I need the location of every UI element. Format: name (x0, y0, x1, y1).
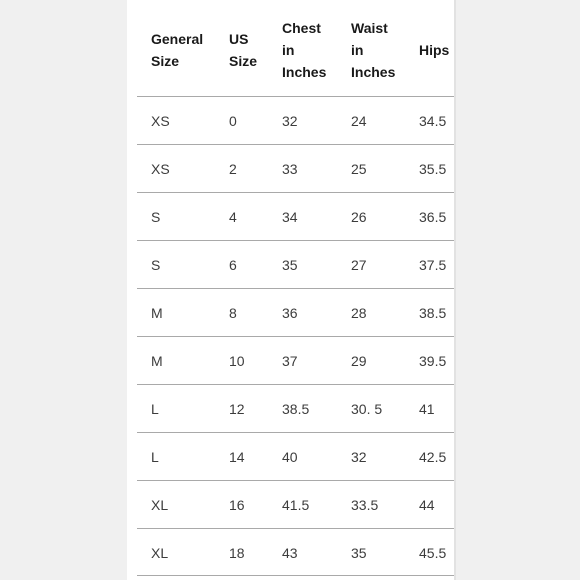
cell-waist: 29 (351, 353, 367, 369)
table-row (137, 288, 454, 336)
size-chart-sheet (127, 0, 454, 580)
cell-hips: 36.5 (419, 209, 447, 225)
table-row (137, 336, 454, 384)
cell-us-size: 10 (229, 353, 245, 369)
cell-hips: 34.5 (419, 113, 447, 129)
size-chart-header (127, 0, 454, 96)
cell-us-size: 16 (229, 497, 245, 513)
cell-chest: 32 (282, 113, 298, 129)
cell-hips: 41 (419, 401, 435, 417)
cell-general-size: S (151, 257, 161, 273)
table-row (137, 240, 454, 288)
cell-chest: 34 (282, 209, 298, 225)
table-row (137, 144, 454, 192)
cell-chest: 33 (282, 161, 298, 177)
cell-chest: 37 (282, 353, 298, 369)
table-row (137, 528, 454, 576)
cell-hips: 39.5 (419, 353, 447, 369)
cell-general-size: M (151, 353, 163, 369)
header-chest-inches: Chest in Inches (282, 20, 327, 80)
cell-hips: 38.5 (419, 305, 447, 321)
size-chart-rows (137, 96, 454, 576)
cell-general-size: XS (151, 161, 170, 177)
cell-us-size: 4 (229, 209, 237, 225)
table-row (137, 432, 454, 480)
cell-waist: 27 (351, 257, 367, 273)
cell-us-size: 12 (229, 401, 245, 417)
cell-waist: 30. 5 (351, 401, 383, 417)
cell-us-size: 8 (229, 305, 237, 321)
header-us-size: US Size (229, 31, 258, 69)
cell-chest: 35 (282, 257, 298, 273)
table-row (137, 480, 454, 528)
cell-waist: 24 (351, 113, 367, 129)
cell-chest: 36 (282, 305, 298, 321)
cell-general-size: M (151, 305, 163, 321)
cell-hips: 44 (419, 497, 435, 513)
cell-waist: 25 (351, 161, 367, 177)
table-row (137, 384, 454, 432)
cell-us-size: 0 (229, 113, 237, 129)
cell-waist: 32 (351, 449, 367, 465)
cell-us-size: 14 (229, 449, 245, 465)
cell-waist: 33.5 (351, 497, 379, 513)
cell-chest: 38.5 (282, 401, 310, 417)
header-hips: Hips (419, 42, 450, 58)
cell-general-size: L (151, 449, 159, 465)
cell-general-size: XS (151, 113, 170, 129)
cell-us-size: 2 (229, 161, 237, 177)
cell-general-size: L (151, 401, 159, 417)
header-general-size: General Size (151, 31, 204, 69)
cell-us-size: 18 (229, 545, 245, 561)
cell-chest: 41.5 (282, 497, 310, 513)
header-waist-inches: Waist in Inches (351, 20, 396, 80)
cell-waist: 26 (351, 209, 367, 225)
cell-hips: 37.5 (419, 257, 447, 273)
page-edge-divider (454, 0, 456, 580)
cell-chest: 40 (282, 449, 298, 465)
cell-hips: 45.5 (419, 545, 447, 561)
cell-hips: 35.5 (419, 161, 447, 177)
cell-hips: 42.5 (419, 449, 447, 465)
cell-chest: 43 (282, 545, 298, 561)
table-row (137, 96, 454, 144)
cell-us-size: 6 (229, 257, 237, 273)
cell-general-size: S (151, 209, 161, 225)
table-row (137, 192, 454, 240)
cell-general-size: XL (151, 497, 169, 513)
cell-waist: 35 (351, 545, 367, 561)
cell-general-size: XL (151, 545, 169, 561)
cell-waist: 28 (351, 305, 367, 321)
